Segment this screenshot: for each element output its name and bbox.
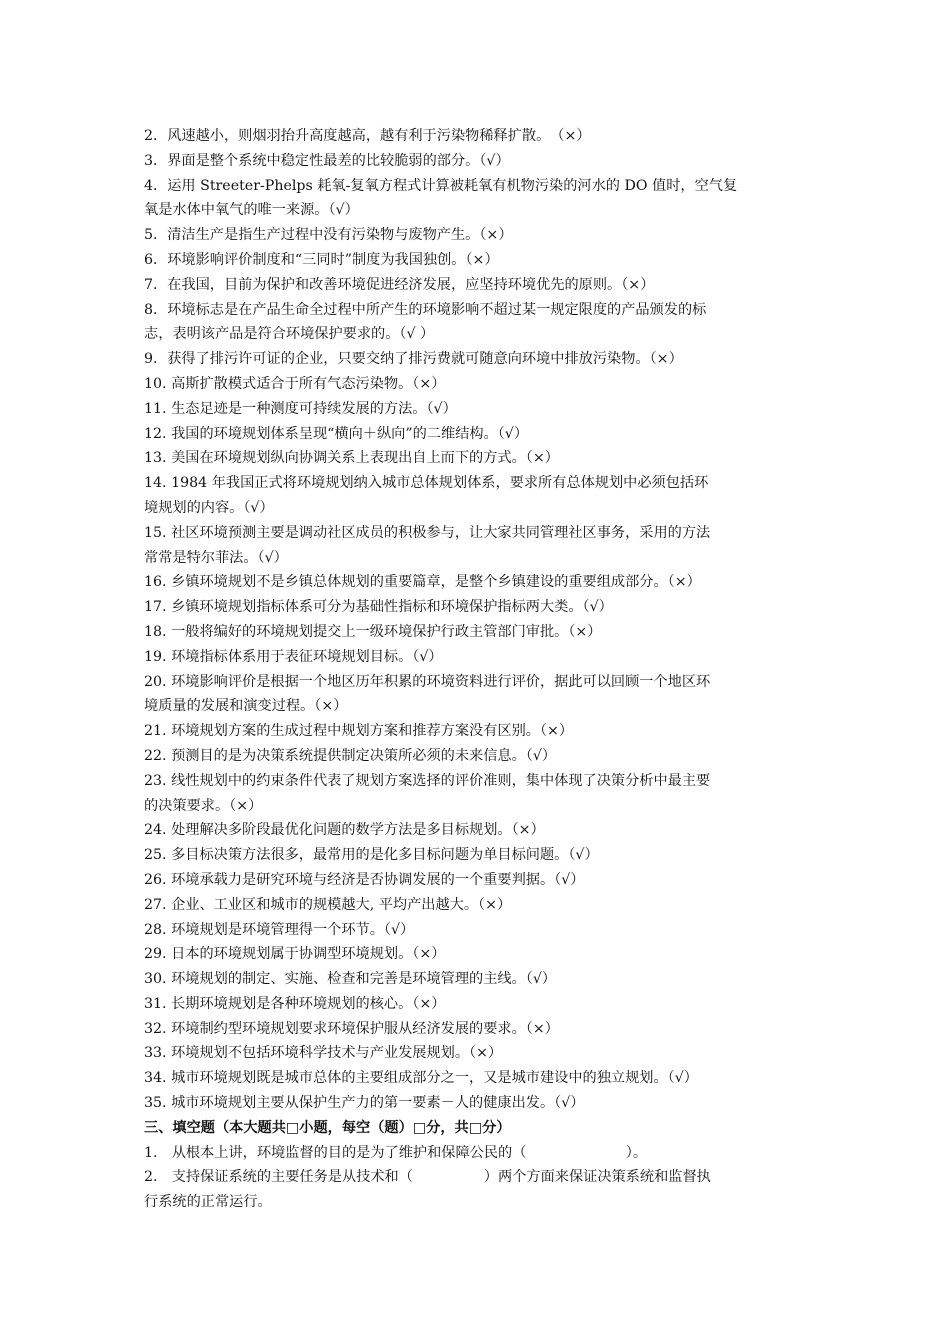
question-line: 26. 环境承载力是研究环境与经济是否协调发展的一个重要判据。（√） bbox=[144, 871, 585, 888]
question-line: 4．运用 Streeter-Phelps 耗氧-复氧方程式计算被耗氧有机物污染的河水的 DO 值时，空气复 bbox=[144, 177, 738, 194]
question-line: 6．环境影响评价制度和“三同时”制度为我国独创。（×） bbox=[144, 251, 499, 268]
fill-in-blank-question-list bbox=[144, 1141, 812, 1215]
question-line: 32. 环境制约型环境规划要求环境保护服从经济发展的要求。（×） bbox=[144, 1020, 559, 1037]
question-line: 8．环境标志是在产品生命全过程中所产生的环境影响不超过某一规定限度的产品颁发的标 bbox=[144, 301, 707, 318]
question-line: 21. 环境规划方案的生成过程中规划方案和推荐方案没有区别。（×） bbox=[144, 723, 574, 740]
question-line: 的决策要求。（×） bbox=[144, 797, 263, 814]
question-line: 14. 1984 年我国正式将环境规划纳入城市总体规划体系，要求所有总体规划中必须包括环 bbox=[144, 475, 709, 492]
question-line: 19. 环境指标体系用于表征环境规划目标。（√） bbox=[144, 648, 443, 665]
question-line: 9．获得了排污许可证的企业，只要交纳了排污费就可随意向环境中排放污染物。（×） bbox=[144, 351, 683, 368]
section-heading-fill-in-blank: 三、填空题（本大题共□小题，每空（题）□分，共□分） bbox=[144, 1119, 511, 1136]
question-line: 22. 预测目的是为决策系统提供制定决策所必须的未来信息。（√） bbox=[144, 747, 557, 764]
question-line: 志，表明该产品是符合环境保护要求的。（√ ） bbox=[144, 326, 435, 343]
question-line: 29. 日本的环境规划属于协调型环境规划。（×） bbox=[144, 946, 446, 963]
question-line: 12. 我国的环境规划体系呈现“横向＋纵向”的二维结构。（√） bbox=[144, 425, 529, 442]
question-line: 2. 支持保证系统的主要任务是从技术和（ ）两个方面来保证决策系统和监督执 bbox=[144, 1169, 711, 1186]
question-line: 27. 企业、工业区和城市的规模越大, 平均产出越大。（×） bbox=[144, 896, 512, 913]
question-line: 34. 城市环境规划既是城市总体的主要组成部分之一，又是城市建设中的独立规划。（√） bbox=[144, 1070, 698, 1087]
question-line: 28. 环境规划是环境管理得一个环节。（√） bbox=[144, 921, 415, 938]
question-line: 15. 社区环境预测主要是调动社区成员的积极参与，让大家共同管理社区事务，采用的方法 bbox=[144, 524, 711, 541]
question-line: 17. 乡镇环境规划指标体系可分为基础性指标和环境保护指标两大类。（√） bbox=[144, 599, 613, 616]
question-line: 常常是特尔菲法。（√） bbox=[144, 549, 288, 566]
question-line: 1. 从根本上讲，环境监督的目的是为了维护和保障公民的（ ）。 bbox=[144, 1144, 648, 1161]
question-line: 3．界面是整个系统中稳定性最差的比较脆弱的部分。（√） bbox=[144, 152, 510, 169]
question-line: 31. 长期环境规划是各种环境规划的核心。（×） bbox=[144, 995, 446, 1012]
question-line: 20. 环境影响评价是根据一个地区历年积累的环境资料进行评价，据此可以回顾一个地区环 bbox=[144, 673, 711, 690]
question-line: 5．清洁生产是指生产过程中没有污染物与废物产生。（×） bbox=[144, 227, 513, 244]
question-line: 35. 城市环境规划主要从保护生产力的第一要素－人的健康出发。（√） bbox=[144, 1095, 585, 1112]
question-line: 2．风速越小，则烟羽抬升高度越高，越有利于污染物稀释扩散。 （×） bbox=[144, 128, 591, 144]
question-line: 33. 环境规划不包括环境科学技术与产业发展规划。（×） bbox=[144, 1045, 503, 1062]
question-line: 7．在我国，目前为保护和改善环境促进经济发展，应坚持环境优先的原则。（×） bbox=[144, 276, 655, 293]
question-line: 30. 环境规划的制定、实施、检查和完善是环境管理的主线。（√） bbox=[144, 971, 557, 988]
question-line: 境规划的内容。（√） bbox=[144, 499, 274, 516]
question-line: 23. 线性规划中的约束条件代表了规划方案选择的评价准则，集中体现了决策分析中最主要 bbox=[144, 772, 711, 789]
question-line: 11. 生态足迹是一种测度可持续发展的方法。（√） bbox=[144, 400, 457, 417]
question-line: 境质量的发展和演变过程。（×） bbox=[144, 698, 348, 715]
question-line: 24. 处理解决多阶段最优化问题的数学方法是多目标规划。（×） bbox=[144, 822, 545, 839]
question-line: 行系统的正常运行。 bbox=[144, 1194, 272, 1211]
question-line: 氧是水体中氧气的唯一来源。（√） bbox=[144, 202, 359, 219]
question-line: 13. 美国在环境规划纵向协调关系上表现出自上而下的方式。（×） bbox=[144, 450, 559, 467]
question-line: 18. 一般将编好的环境规划提交上一级环境保护行政主管部门审批。（×） bbox=[144, 623, 602, 640]
question-line: 10. 高斯扩散模式适合于所有气态污染物。（×） bbox=[144, 375, 446, 392]
question-line: 25. 多目标决策方法很多，最常用的是化多目标问题为单目标问题。（√） bbox=[144, 847, 599, 864]
true-false-question-list bbox=[144, 124, 812, 1116]
document-page bbox=[144, 124, 812, 1215]
question-line: 16. 乡镇环境规划不是乡镇总体规划的重要篇章，是整个乡镇建设的重要组成部分。（×） bbox=[144, 574, 701, 591]
